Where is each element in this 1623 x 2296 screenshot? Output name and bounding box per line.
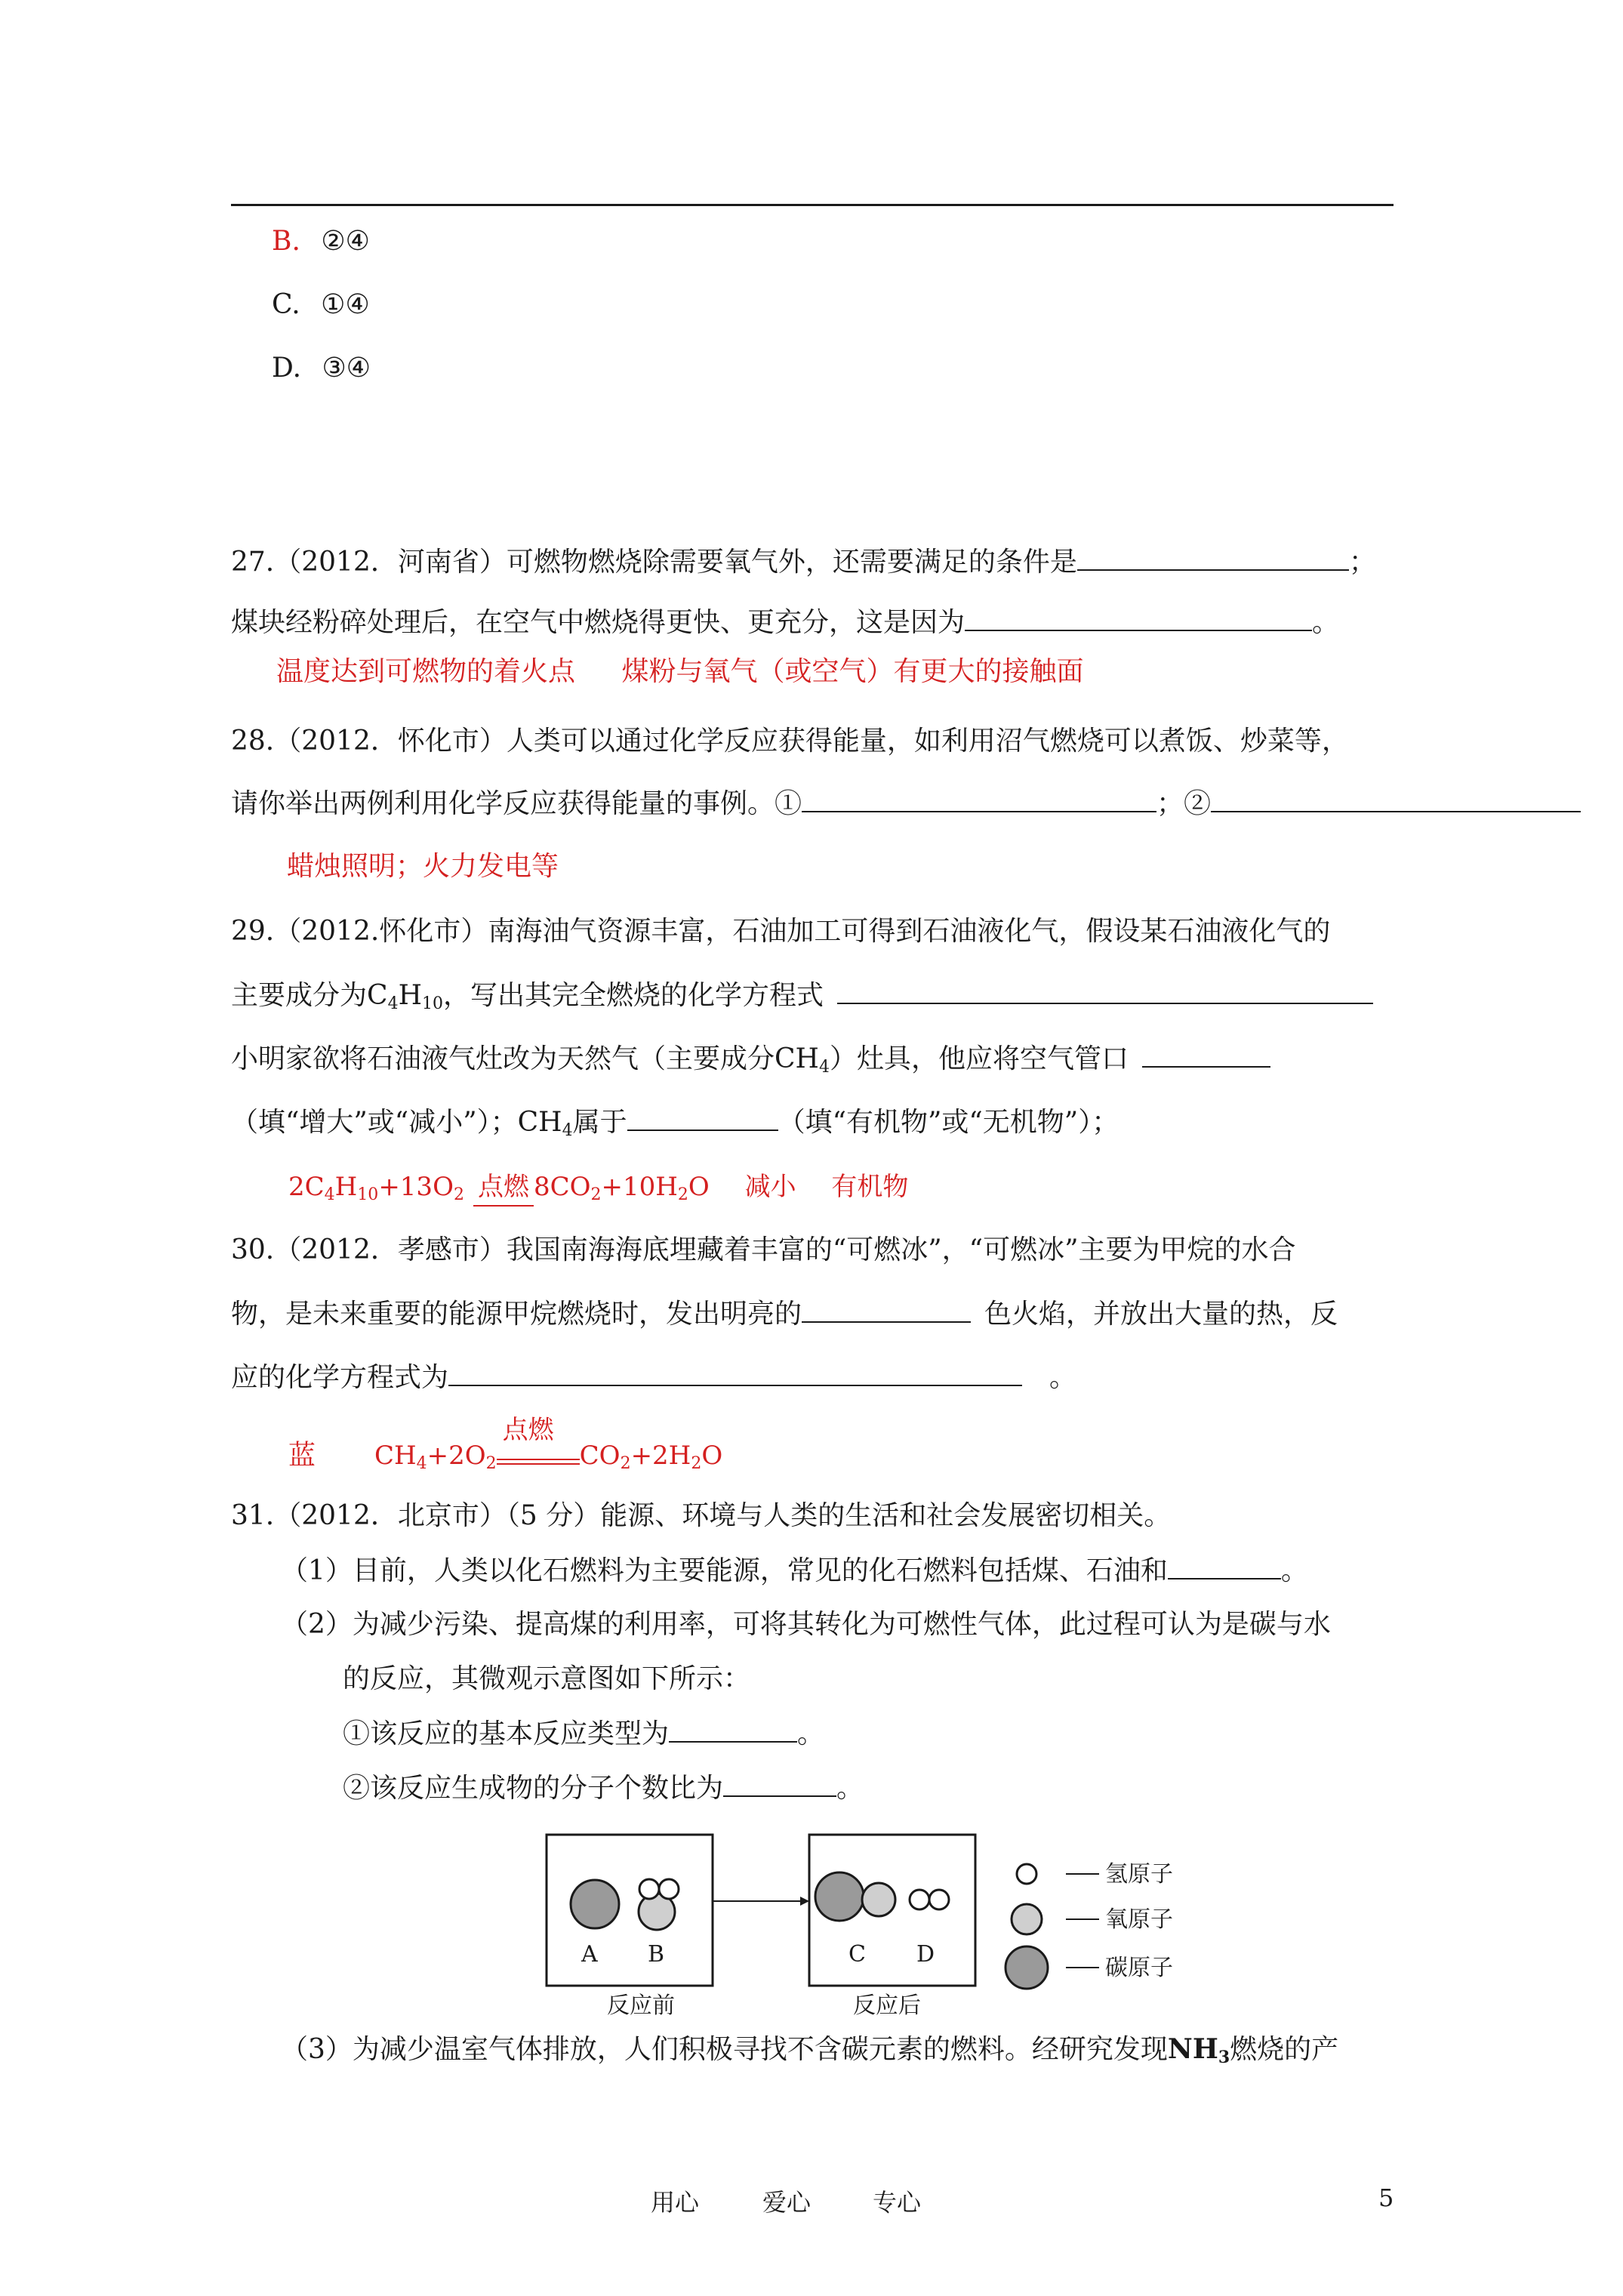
q29-ans-c: C [304, 1172, 325, 1202]
q27-answer1: 温度达到可燃物的着火点 [276, 656, 576, 687]
option-d-label: D. [272, 353, 302, 384]
q29-ans-water-o: O [688, 1172, 710, 1202]
q30-ans-ch: CH [374, 1441, 417, 1471]
q29-text2a: 主要成分为 [231, 980, 368, 1011]
q29-text4a: （填“增大”或“减小”）； [231, 1107, 518, 1138]
q27-answer2: 煤粉与氧气（或空气）有更大的接触面 [621, 656, 1084, 687]
q28-answer: 蜡烛照明；火力发电等 [287, 851, 559, 882]
q31-p2b: 的反应，其微观示意图如下所示： [343, 1663, 751, 1694]
q30-blank1 [802, 1296, 971, 1323]
q29-line4 [231, 1104, 1119, 1141]
q30-ans-h2o-sub: 2 [691, 1454, 702, 1473]
q30-line2 [231, 1296, 1338, 1333]
label-b: B [648, 1941, 665, 1968]
q29-ch: CH [775, 1043, 819, 1074]
q31-p3-end: 燃烧的产 [1230, 2034, 1339, 2065]
q27-text2: 煤块经粉碎处理后，在空气中燃烧得更快、更充分，这是因为 [231, 607, 965, 638]
legend-oxygen-icon [1012, 1904, 1042, 1934]
q30-answer-color: 蓝 [288, 1440, 316, 1471]
q31-p1-text: （1）目前，人类以化石燃料为主要能源，常见的化石燃料包括煤、石油和 [281, 1555, 1168, 1586]
q30-ans-arrow [497, 1415, 580, 1472]
q28-blank2 [1211, 785, 1581, 812]
q29-ch2-sub: 4 [562, 1121, 573, 1140]
q27-line1 [231, 544, 1376, 581]
q29-text4b: 属于 [572, 1107, 627, 1138]
q27-blank1 [1077, 544, 1349, 571]
q29-text2b: ，写出其完全燃烧的化学方程式 [442, 980, 824, 1011]
q29-ans-co2: 8CO [533, 1172, 591, 1202]
hydrogen-atom-b1 [639, 1879, 659, 1899]
label-before: 反应前 [607, 1992, 675, 2019]
q29-ch-sub: 4 [818, 1058, 830, 1077]
footer-c: 专心 [873, 2188, 922, 2217]
q29-formula-h-sub: 10 [421, 994, 443, 1013]
q29-ans-o2-sub: 2 [453, 1185, 464, 1204]
legend-carbon: 碳原子 [1105, 1955, 1173, 1981]
q29-ans-c-sub: 4 [324, 1185, 335, 1204]
option-d [272, 350, 371, 387]
q31-p2-q1 [343, 1715, 824, 1752]
label-c: C [848, 1941, 866, 1968]
q30-blank2 [448, 1359, 1022, 1386]
q30-ans-h2o: +2H [630, 1441, 691, 1471]
page-number: 5 [1378, 2184, 1394, 2212]
label-d: D [916, 1941, 935, 1968]
q29-formula-c-sub: 4 [387, 994, 399, 1013]
q30-end3: 。 [1049, 1362, 1077, 1393]
q31-p3-text: （3）为减少温室气体排放，人们积极寻找不含碳元素的燃料。经研究发现 [281, 2034, 1168, 2065]
q29-ans-rest1: 减小 [744, 1172, 796, 1202]
carbon-atom-c [815, 1872, 864, 1921]
q29-ans-o2: +13O [378, 1172, 454, 1202]
q31-q1-text: ①该反应的基本反应类型为 [343, 1718, 670, 1749]
q30-ans-condition: 点燃 [502, 1415, 554, 1445]
q31-p1 [281, 1552, 1308, 1589]
q31-q2-text: ②该反应生成物的分子个数比为 [343, 1773, 724, 1804]
q31-p3-nh: NH [1167, 2033, 1218, 2065]
hydrogen-atom-b2 [659, 1879, 679, 1899]
q29-line1: 29.（2012.怀化市）南海油气资源丰富，石油加工可得到石油液化气，假设某石油液化气的 [231, 916, 1331, 947]
label-after: 反应后 [853, 1992, 921, 2019]
q29-text3a: 小明家欲将石油液气灶改为天然气（主要成分 [231, 1043, 775, 1074]
q29-ans-h-sub: 10 [357, 1185, 379, 1204]
q29-formula-c: C [367, 980, 388, 1011]
q29-blank1 [837, 977, 1373, 1004]
q28-line1: 28.（2012．怀化市）人类可以通过化学反应获得能量，如利用沼气燃烧可以煮饭、炒菜等， [231, 726, 1349, 757]
q29-line2 [231, 977, 1373, 1014]
label-a: A [581, 1941, 598, 1968]
q30-answer-equation [374, 1415, 723, 1474]
option-c [272, 287, 370, 323]
q28-mid: ；② [1156, 788, 1212, 819]
legend-carbon-icon [1006, 1946, 1048, 1989]
q31-q1-end: 。 [797, 1718, 825, 1749]
footer-a: 用心 [651, 2188, 700, 2217]
q28-text2: 请你举出两例利用化学反应获得能量的事例。① [231, 788, 802, 819]
legend-oxygen: 氧原子 [1105, 1906, 1173, 1933]
q30-ans-o2: +2O [427, 1441, 486, 1471]
q29-ans-2: 2 [288, 1172, 305, 1202]
q30-text2b: 色火焰，并放出大量的热，反 [984, 1299, 1338, 1330]
q31-p1-end: 。 [1280, 1555, 1308, 1586]
q31-p3 [281, 2031, 1338, 2068]
q28-blank1 [802, 785, 1156, 812]
q30-ans-ch-sub: 4 [416, 1454, 427, 1473]
q30-text3: 应的化学方程式为 [231, 1362, 449, 1393]
q30-ans-o2-sub: 2 [485, 1454, 497, 1473]
q30-ans-co2: CO [579, 1441, 621, 1471]
legend-hydrogen: 氢原子 [1105, 1861, 1173, 1888]
q30-text2a: 物，是未来重要的能源甲烷燃烧时，发出明亮的 [231, 1299, 802, 1330]
q31-blank3 [723, 1770, 836, 1797]
q30-ans-h2o-o: O [701, 1441, 723, 1471]
q31-p2-q2 [343, 1770, 864, 1807]
q29-ch2: CH [517, 1107, 562, 1138]
header-rule [231, 204, 1394, 206]
q29-ans-rest2: 有机物 [831, 1172, 909, 1202]
q27-line2 [231, 604, 1339, 641]
q29-ans-water: +10H [601, 1172, 678, 1202]
oxygen-atom-c [862, 1883, 895, 1916]
q30-eq-bar2 [497, 1463, 580, 1465]
q31-p2a: （2）为减少污染、提高煤的利用率，可将其转化为可燃性气体，此过程可认为是碳与水 [281, 1609, 1331, 1640]
q30-eq-bar1 [497, 1459, 580, 1460]
q28-line2 [231, 785, 1581, 822]
q29-formula-h: H [398, 980, 422, 1011]
q27-blank2 [965, 604, 1312, 631]
q29-ans-co2-sub: 2 [590, 1185, 602, 1204]
option-c-text: ①④ [321, 289, 370, 320]
carbon-atom-a [571, 1880, 619, 1928]
q30-line1: 30.（2012．孝感市）我国南海海底埋藏着丰富的“可燃冰”，“可燃冰”主要为甲烷的水合 [231, 1234, 1296, 1265]
q29-ans-condition: 点燃 [473, 1169, 534, 1207]
option-d-text: ③④ [322, 353, 371, 384]
reaction-diagram [528, 1820, 1253, 2023]
q31-p3-nh-sub: 3 [1218, 2048, 1230, 2067]
q30-ans-co2-sub: 2 [620, 1454, 631, 1473]
q31-blank1 [1168, 1552, 1281, 1579]
hydrogen-atom-d1 [910, 1890, 929, 1909]
q31-q2-end: 。 [836, 1773, 864, 1804]
q29-blank3 [627, 1104, 778, 1131]
q30-line3 [231, 1359, 1076, 1396]
option-b-text: ②④ [321, 226, 370, 257]
q29-answer [288, 1169, 908, 1207]
q27-end2: 。 [1312, 607, 1340, 638]
option-c-label: C. [272, 289, 300, 320]
option-b [272, 223, 370, 260]
q29-blank2 [1142, 1040, 1270, 1068]
q29-ans-h: H [334, 1172, 358, 1202]
q29-text3b: ）灶具，他应将空气管口 [829, 1043, 1129, 1074]
footer-b: 爱心 [762, 2188, 812, 2217]
arrow-head [800, 1897, 809, 1906]
q29-ans-water-sub: 2 [677, 1185, 688, 1204]
q27-end1: ； [1348, 547, 1376, 578]
q31-line1: 31.（2012．北京市）（5 分）能源、环境与人类的生活和社会发展密切相关。 [231, 1500, 1172, 1531]
q31-blank2 [669, 1715, 797, 1743]
q27-text1: 27.（2012．河南省）可燃物燃烧除需要氧气外，还需要满足的条件是 [231, 547, 1077, 578]
option-b-label: B. [272, 226, 300, 257]
q29-line3 [231, 1040, 1270, 1077]
q27-answer [276, 654, 1083, 690]
legend-hydrogen-icon [1017, 1864, 1036, 1884]
hydrogen-atom-d2 [929, 1890, 949, 1909]
q29-text4c: （填“有机物”或“无机物”）； [778, 1107, 1119, 1138]
